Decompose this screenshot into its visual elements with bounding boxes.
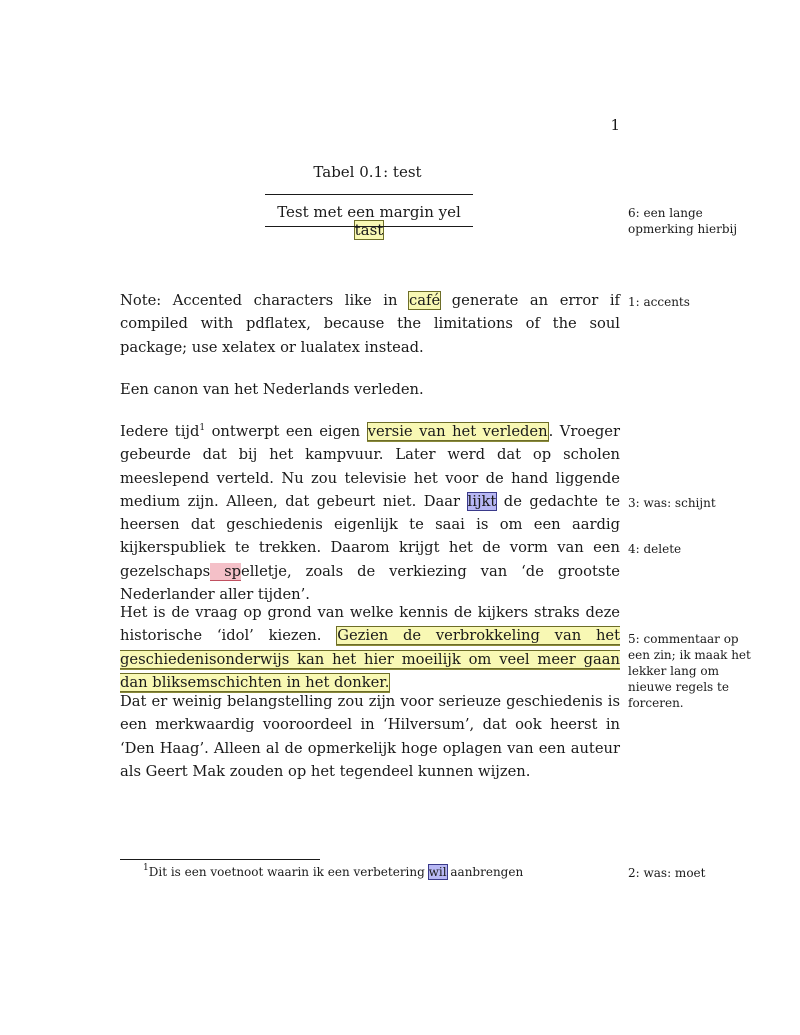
table-top-rule <box>265 194 473 195</box>
note-paragraph <box>120 289 620 359</box>
margin-note-5: 5: commentaar op een zin; ik maak het lekker lang om nieuwe regels te forceren. <box>628 632 751 710</box>
paragraph-vraag-text: Het is de vraag op grond van welke kennis de kijkers straks deze historische ‘idol’ kiezen. <box>120 604 620 645</box>
table-caption: Tabel 0.1: test <box>313 163 422 181</box>
table-cell <box>265 203 473 239</box>
paragraph-tijd-part2: ontwerpt een eigen <box>205 423 367 440</box>
margin-note-2: 2: was: moet <box>628 866 706 880</box>
paragraph-belangstelling <box>120 690 620 783</box>
paragraph-tijd-part1: Iedere tijd <box>120 423 200 440</box>
footnote <box>143 864 613 880</box>
footnote-marker[interactable]: 1 <box>199 423 206 433</box>
highlight-cafe[interactable]: café <box>409 292 441 309</box>
deletion-mark[interactable]: sp <box>210 562 242 580</box>
note-text-after: generate an error if compiled with pdflatex, because the limitations of the soul package; use xelatex or lualatex instead. <box>120 292 620 356</box>
highlight-tast[interactable]: tast <box>354 221 384 239</box>
table-cell-text: Test met een margin yel <box>277 203 461 221</box>
highlight-lijkt[interactable]: lijkt <box>467 492 497 510</box>
paragraph-tijd <box>120 420 620 606</box>
paragraph-tijd-part4: de gedachte te heersen dat geschiedenis eigenlijk te saai is om een aardig kijkerspubliek te trekken. Daarom krijgt het de vorm van een gezelschaps <box>120 492 621 580</box>
paragraph-canon <box>120 378 620 401</box>
highlight-gezien[interactable]: Gezien de verbrokkeling van het geschiedenisonderwijs kan het hier moeilijk om veel meer gaan dan bliksemschichten in het donker. <box>120 627 621 691</box>
footnote-text-after: aanbrengen <box>446 865 524 879</box>
paragraph-canon-text: Een canon van het Nederlands verleden. <box>120 381 424 398</box>
margin-note-1: 1: accents <box>628 295 690 309</box>
footnote-rule <box>120 859 320 860</box>
paragraph-vraag <box>120 601 620 694</box>
highlight-wil[interactable]: wil <box>428 865 447 879</box>
page-number: 1 <box>610 116 620 134</box>
margin-note-3: 3: was: schijnt <box>628 496 716 510</box>
margin-note-4: 4: delete <box>628 542 682 556</box>
highlight-versie[interactable]: versie van het verleden <box>367 423 548 440</box>
note-text-before: Note: Accented characters like in <box>120 292 410 309</box>
paragraph-belangstelling-text: Dat er weinig belangstelling zou zijn voor serieuze geschiedenis is een merkwaardig vooroordeel in ‘Hilversum’, dat ook heerst in ‘Den Haag’. Alleen al de opmerkelijk hoge oplagen van een auteur als Geert Mak zouden op het tegendeel kunnen wijzen. <box>120 693 620 780</box>
paragraph-tijd-part5: elletje, zoals de verkiezing van ‘de grootste Nederlander aller tijden’. <box>120 562 620 604</box>
footnote-number: 1 <box>143 863 149 873</box>
footnote-text-before: Dit is een voetnoot waarin ik een verbetering <box>148 865 429 879</box>
table-bottom-rule <box>265 226 473 227</box>
paragraph-tijd-part3: . Vroeger gebeurde dat bij het kampvuur. Later werd dat op scholen meeslepend verteld. Nu zou televisie het voor de hand liggende medium zijn. Alleen, dat gebeurt niet. Daar <box>120 423 621 510</box>
margin-note-6: 6: een lange opmerking hierbij <box>628 206 738 236</box>
